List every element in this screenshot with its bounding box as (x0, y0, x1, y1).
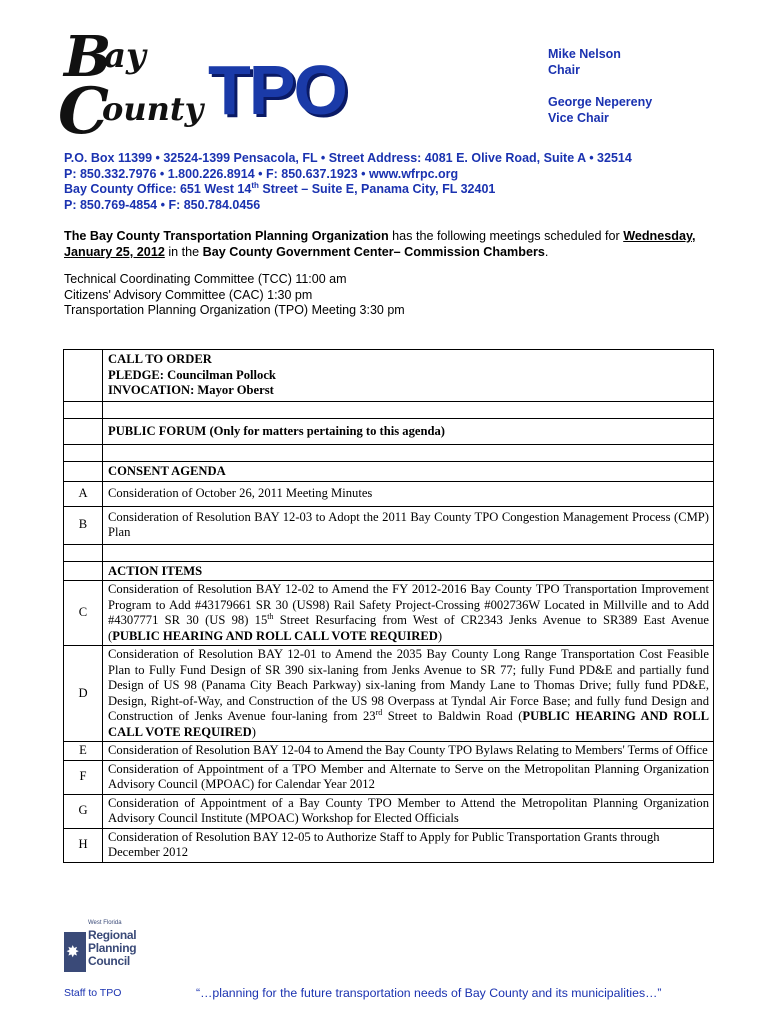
logo-ounty: ounty (102, 90, 204, 128)
item-id: D (64, 646, 103, 742)
item-id: A (64, 481, 103, 506)
schedule-tpo: Transportation Planning Organization (TPO) Meeting 3:30 pm (64, 303, 405, 317)
meeting-intro: The Bay County Transportation Planning Organization has the following meetings scheduled for Wednesday, January 25, 2012 in the Bay County Government Center– Commission Chambers. (64, 229, 696, 259)
table-row (64, 646, 714, 742)
rpc-word-planning: Planning (88, 941, 137, 955)
action-items-heading: ACTION ITEMS (103, 561, 714, 581)
vice-chair-title: Vice Chair (548, 111, 609, 125)
vice-chair-name: George Nepereny (548, 95, 653, 109)
rpc-small-label: West Florida (88, 920, 122, 926)
officers-block (548, 46, 652, 126)
bay-county-tpo-logo (58, 24, 348, 149)
item-id: G (64, 794, 103, 828)
table-row (64, 418, 714, 445)
staff-label: Staff to TPO (64, 987, 122, 999)
table-row (64, 760, 714, 794)
item-text: Consideration of Appointment of a Bay County TPO Member to Attend the Metropolitan Planning Organization Advisory Council Institute (MPOAC) Workshop for Elected Officials (103, 794, 714, 828)
pledge: PLEDGE: Councilman Pollock (108, 367, 276, 382)
logo-tpo: TPO (208, 51, 346, 129)
chair-title: Chair (548, 63, 580, 77)
consent-agenda-heading: CONSENT AGENDA (103, 462, 714, 482)
rpc-word-regional: Regional (88, 928, 137, 942)
item-text: Consideration of Resolution BAY 12-04 to Amend the Bay County TPO Bylaws Relating to Members' Terms of Office (103, 742, 714, 761)
table-row (64, 506, 714, 544)
public-forum: PUBLIC FORUM (Only for matters pertaining to this agenda) (103, 418, 714, 445)
address-line-3: Bay County Office: 651 West 14th Street – Suite E, Panama City, FL 32401 (64, 180, 496, 196)
table-row (64, 794, 714, 828)
table-row (64, 742, 714, 761)
chair-name: Mike Nelson (548, 47, 621, 61)
table-row (64, 581, 714, 646)
table-row (64, 445, 714, 462)
table-row (64, 561, 714, 581)
logo-ay: ay (104, 36, 146, 76)
item-text: Consideration of October 26, 2011 Meeting Minutes (103, 481, 714, 506)
schedule-cac: Citizens' Advisory Committee (CAC) 1:30 pm (64, 287, 313, 302)
item-id: C (64, 581, 103, 646)
rpc-logo (64, 920, 137, 978)
address-block (64, 151, 632, 213)
address-line-2: P: 850.332.7976 • 1.800.226.8914 • F: 850.637.1923 • www.wfrpc.org (64, 166, 459, 181)
table-row (64, 350, 714, 402)
table-row (64, 481, 714, 506)
table-row (64, 401, 714, 418)
address-line-1: P.O. Box 11399 • 32524-1399 Pensacola, FL • Street Address: 4081 E. Olive Road, Suite A • 32514 (64, 151, 632, 165)
item-id: H (64, 828, 103, 862)
item-text: Consideration of Resolution BAY 12-01 to Amend the 2035 Bay County Long Range Transportation Cost Feasible Plan to Fully Fund Design of SR 390 six-laning from Jenks Avenue to SR 77; fully Fund PD&E and partially fund Design of US 98 (Panama City Beach Parkway) six-laning from Mandy Lane to Thomas Drive; fully fund PD&E, Design, Right-of-Way, and Construction of the US 98 Overpass at Tyndal Air Force Base; and fully fund Design and Construction of Jenks Avenue four-laning from 23rd Street to Baldwin Road (PUBLIC HEARING AND ROLL CALL VOTE REQUIRED) (103, 646, 714, 742)
item-text: Consideration of Resolution BAY 12-02 to Amend the FY 2012-2016 Bay County TPO Transportation Improvement Program to Add #43179661 SR 30 (US98) Rail Safety Project-Crossing #002736W Located in Millville and to Add #4307771 SR 30 (US 98) 15th Street Resurfacing from West of CR2343 Jenks Avenue to SR389 East Avenue (PUBLIC HEARING AND ROLL CALL VOTE REQUIRED) (103, 581, 714, 646)
meeting-schedule (64, 272, 405, 319)
item-id: F (64, 760, 103, 794)
address-line-4: P: 850.769-4854 • F: 850.784.0456 (64, 197, 261, 212)
item-id: B (64, 506, 103, 544)
agenda-table (63, 349, 714, 863)
table-row (64, 544, 714, 561)
table-row (64, 828, 714, 862)
table-row (64, 462, 714, 482)
item-id: E (64, 742, 103, 761)
footer-motto: “…planning for the future transportation needs of Bay County and its municipalities…” (196, 986, 662, 1000)
rpc-word-council: Council (88, 954, 130, 968)
call-to-order: CALL TO ORDER (108, 352, 212, 366)
item-text: Consideration of Appointment of a TPO Member and Alternate to Serve on the Metropolitan Planning Organization Advisory Council (MPOAC) for Calendar Year 2012 (103, 760, 714, 794)
item-text: Consideration of Resolution BAY 12-05 to Authorize Staff to Apply for Public Transportation Grants through December 2012 (103, 828, 714, 862)
item-text: Consideration of Resolution BAY 12-03 to Adopt the 2011 Bay County TPO Congestion Management Process (CMP) Plan (103, 506, 714, 544)
logo-letter-c: C (58, 74, 109, 149)
star-icon: ✸ (66, 942, 80, 961)
schedule-tcc: Technical Coordinating Committee (TCC) 11:00 am (64, 272, 347, 286)
logo-letter-b: B (64, 24, 112, 90)
invocation: INVOCATION: Mayor Oberst (108, 383, 274, 397)
